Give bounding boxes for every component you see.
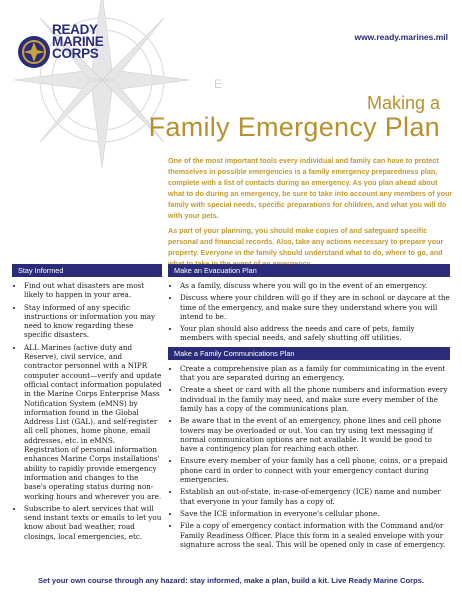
footer-tagline: Set your own course through any hazard: stay informed, make a plan, build a kit. Live Ready Marine Corps.	[37, 576, 425, 585]
list-item: • Your plan should also address the needs and care of pets, family members with special needs, and safely shutting off utilities.	[180, 324, 450, 343]
logo-line-2: MARINE	[52, 34, 104, 49]
communications-section	[168, 347, 450, 549]
stay-informed-list	[12, 281, 162, 541]
stay-informed-section	[12, 264, 162, 544]
list-item: • Save the ICE information in everyone's cellular phone.	[180, 509, 450, 518]
communications-heading: Make a Family Communications Plan	[168, 347, 450, 360]
evacuation-section	[168, 264, 450, 343]
list-item: • Discuss where your children will go if they are in school or daycare at the time of the emergency, and make sure they understand where you will intend to be.	[180, 293, 450, 321]
list-item: • As a family, discuss where you will go in the event of an emergency.	[180, 281, 450, 290]
list-item: • Ensure every member of your family has a cell phone, coins, or a prepaid phone card in order to connect with your emergency contact during emergencies.	[180, 456, 450, 484]
list-item: • Stay informed of any specific instructions or information you may need to know regarding these specific disasters.	[24, 303, 162, 340]
list-item: • File a copy of emergency contact information with the Command and/or Family Readiness Officer. Place this form in a sealed envelope with your signature across the seal. This will be opened only in case of emergency.	[180, 521, 450, 549]
logo-line-3: CORPS	[52, 46, 99, 61]
stay-informed-heading: Stay Informed	[12, 264, 162, 277]
evacuation-list	[168, 281, 450, 343]
website-url[interactable]: www.ready.marines.mil	[354, 32, 448, 42]
list-item: • Be aware that in the event of an emergency, phone lines and cell phone towers may be overloaded or out. You can try using text messaging if normal communication options are not available. It would be good to have a contingency plan for reaching each other.	[180, 416, 450, 453]
page-title: Family Emergency Plan	[148, 112, 440, 142]
logo-wordmark	[52, 24, 103, 60]
communications-list	[168, 364, 450, 549]
list-item: • Establish an out-of-state, in-case-of-emergency (ICE) name and number that everyone in your family has a copy of.	[180, 487, 450, 506]
list-item: • Create a sheet or card with all the phone numbers and information every individual in the family may need, and make sure every member of the family has a copy of the communications plan.	[180, 385, 450, 413]
intro-paragraph-2: As part of your planning, you should make copies of and safeguard specific personal and financial records. Also, take any actions necessary to prepare your property. Everyone in the family should understand what to do, where to go, and	[168, 226, 444, 257]
logo-line-1: READY	[52, 22, 98, 37]
title-line-1: Making a	[366, 93, 440, 113]
list-item: • Create a comprehensive plan as a family for communicating in the event that you are separated during an emergency.	[180, 364, 450, 383]
list-item: • Find out what disasters are most likely to happen in your area.	[24, 281, 162, 300]
list-item: • ALL Marines (active duty and Reserve), civil service, and contractor personnel with a NIPR computer account—verify and update official contact information populated in the Marine Corps Enterprise Mass Notification System (eMNS) by information found in the Global Address List (GAL), and self-register all cell phones, home phone, email addresses, etc. in eMNS. Registration of personal information enhances Marine Corps installations' ability to rapidly provide emergency information and changes to the base's operating status during non-working hours and wherever you are.	[24, 343, 162, 501]
intro-paragraph-1: One of the most important tools every individual and family can have to protect themselves in possible emergencies is a family emergency preparedness plan, complete with a list of contacts during an emergency. As you plan ahead about what to do during an emergency, be sure to take into account any members of your family with special needs, specific preparations for children, and what you will do with your pets.	[168, 156, 453, 220]
plans-column	[168, 264, 450, 552]
list-item: • Subscribe to alert services that will send instant texts or emails to let you know about bad weather, road closings, local emergencies, etc.	[24, 504, 162, 541]
intro-text	[168, 155, 454, 273]
svg-text:E: E	[214, 77, 223, 91]
evacuation-heading: Make an Evacuation Plan	[168, 264, 450, 277]
